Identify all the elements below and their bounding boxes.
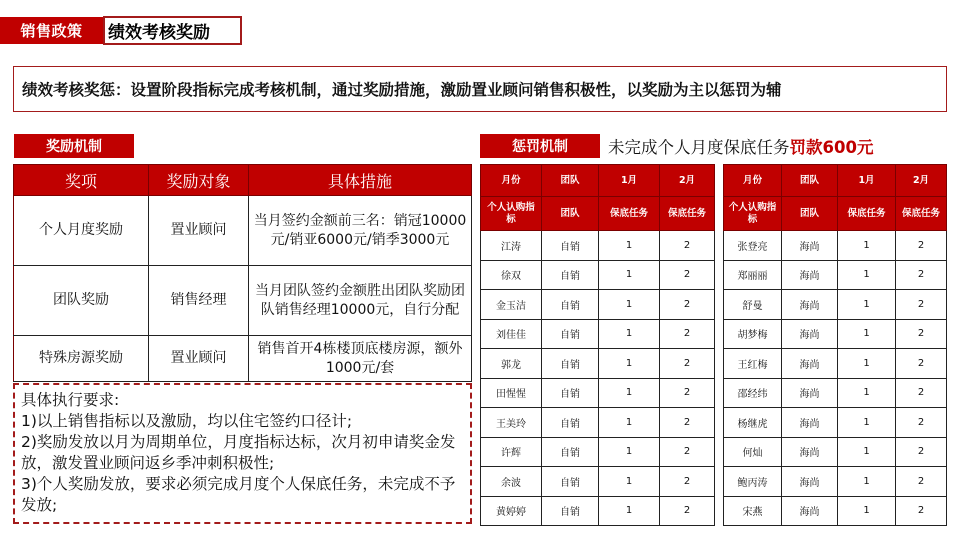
feb-quota: 2 (896, 319, 947, 349)
requirement-item: 2)奖励发放以月为周期单位，月度指标达标，次月初申请奖金发放，激发置业顾问返乡季冲刺积极性; (21, 433, 456, 472)
jan-quota: 1 (599, 408, 660, 438)
person-name: 江涛 (481, 231, 542, 261)
column-header: 保底任务 (599, 197, 660, 231)
table-row (724, 260, 947, 290)
table-row (14, 336, 472, 382)
penalty-section-label: 惩罚机制 (480, 134, 600, 158)
requirement-item: 1)以上销售指标以及激励，均以住宅签约口径计; (21, 412, 353, 430)
team-name: 自销 (542, 319, 599, 349)
penalty-table-self-sales (480, 164, 715, 526)
person-name: 张登亮 (724, 231, 782, 261)
table-row (481, 290, 715, 320)
penalty-header-row-month (481, 165, 715, 197)
table-row (14, 196, 472, 266)
team-name: 自销 (542, 260, 599, 290)
team-name: 自销 (542, 467, 599, 497)
team-name: 海尚 (782, 231, 838, 261)
reward-item: 团队奖励 (14, 266, 149, 336)
person-name: 许辉 (481, 437, 542, 467)
feb-quota: 2 (896, 260, 947, 290)
jan-quota: 1 (838, 319, 896, 349)
page-title: 绩效考核奖励 (103, 16, 242, 45)
feb-quota: 2 (660, 290, 715, 320)
feb-quota: 2 (896, 378, 947, 408)
reward-measure: 销售首开4栋楼顶底楼房源，额外1000元/套 (249, 336, 472, 382)
table-row (724, 467, 947, 497)
jan-quota: 1 (599, 378, 660, 408)
table-row (724, 408, 947, 438)
jan-quota: 1 (599, 437, 660, 467)
table-row (724, 349, 947, 379)
jan-quota: 1 (838, 408, 896, 438)
jan-quota: 1 (838, 437, 896, 467)
requirement-item: 3)个人奖励发放，要求必须完成月度个人保底任务，未完成不予发放; (21, 475, 456, 514)
feb-quota: 2 (660, 467, 715, 497)
feb-quota: 2 (896, 437, 947, 467)
penalty-amount: 罚款600元 (789, 138, 874, 157)
table-row (724, 319, 947, 349)
person-name: 田惺惺 (481, 378, 542, 408)
team-name: 自销 (542, 349, 599, 379)
table-row (724, 378, 947, 408)
team-name: 海尚 (782, 437, 838, 467)
person-name: 刘佳佳 (481, 319, 542, 349)
person-name: 宋燕 (724, 496, 782, 526)
feb-quota: 2 (896, 496, 947, 526)
jan-quota: 1 (838, 467, 896, 497)
team-name: 海尚 (782, 349, 838, 379)
reward-table (13, 164, 472, 382)
feb-quota: 2 (660, 437, 715, 467)
category-tag: 销售政策 (0, 17, 103, 44)
table-row (724, 496, 947, 526)
feb-quota: 2 (896, 467, 947, 497)
penalty-table-haishang (723, 164, 947, 526)
feb-quota: 2 (896, 408, 947, 438)
jan-quota: 1 (599, 349, 660, 379)
jan-quota: 1 (599, 290, 660, 320)
column-header: 团队 (542, 165, 599, 197)
column-header: 1月 (838, 165, 896, 197)
team-name: 自销 (542, 231, 599, 261)
team-name: 自销 (542, 496, 599, 526)
feb-quota: 2 (660, 319, 715, 349)
table-row (481, 437, 715, 467)
penalty-note-text: 未完成个人月度保底任务 (608, 138, 790, 157)
requirements-box (13, 383, 472, 524)
reward-item: 特殊房源奖励 (14, 336, 149, 382)
feb-quota: 2 (896, 290, 947, 320)
table-row (724, 231, 947, 261)
table-row (481, 319, 715, 349)
team-name: 自销 (542, 437, 599, 467)
table-row (481, 378, 715, 408)
column-header: 1月 (599, 165, 660, 197)
penalty-header-row-task (724, 197, 947, 231)
reward-measure: 当月团队签约金额胜出团队奖励团队销售经理10000元，自行分配 (249, 266, 472, 336)
team-name: 自销 (542, 378, 599, 408)
person-name: 郭龙 (481, 349, 542, 379)
team-name: 海尚 (782, 260, 838, 290)
table-row (724, 290, 947, 320)
table-row (724, 437, 947, 467)
penalty-header-row-month (724, 165, 947, 197)
reward-table-header (14, 165, 472, 196)
feb-quota: 2 (896, 231, 947, 261)
table-row (481, 260, 715, 290)
reward-item: 个人月度奖励 (14, 196, 149, 266)
table-row (481, 496, 715, 526)
reward-section-label: 奖励机制 (14, 134, 134, 158)
team-name: 海尚 (782, 467, 838, 497)
jan-quota: 1 (599, 260, 660, 290)
jan-quota: 1 (838, 378, 896, 408)
person-name: 何灿 (724, 437, 782, 467)
column-header: 月份 (724, 165, 782, 197)
table-row (481, 467, 715, 497)
column-header: 团队 (542, 197, 599, 231)
table-row (481, 349, 715, 379)
person-name: 王美玲 (481, 408, 542, 438)
column-header: 保底任务 (896, 197, 947, 231)
column-header: 2月 (896, 165, 947, 197)
column-header: 保底任务 (838, 197, 896, 231)
feb-quota: 2 (660, 496, 715, 526)
column-header: 保底任务 (660, 197, 715, 231)
jan-quota: 1 (838, 349, 896, 379)
team-name: 自销 (542, 408, 599, 438)
column-header: 团队 (782, 197, 838, 231)
team-name: 海尚 (782, 290, 838, 320)
jan-quota: 1 (599, 467, 660, 497)
person-name: 舒曼 (724, 290, 782, 320)
column-header-measure: 具体措施 (249, 165, 472, 196)
jan-quota: 1 (599, 231, 660, 261)
person-name: 徐双 (481, 260, 542, 290)
team-name: 自销 (542, 290, 599, 320)
feb-quota: 2 (660, 408, 715, 438)
jan-quota: 1 (599, 319, 660, 349)
table-row (481, 408, 715, 438)
person-name: 郑丽丽 (724, 260, 782, 290)
feb-quota: 2 (660, 231, 715, 261)
penalty-header-row-task (481, 197, 715, 231)
person-name: 黄婷婷 (481, 496, 542, 526)
column-header: 月份 (481, 165, 542, 197)
jan-quota: 1 (838, 231, 896, 261)
person-name: 余波 (481, 467, 542, 497)
column-header: 团队 (782, 165, 838, 197)
team-name: 海尚 (782, 319, 838, 349)
jan-quota: 1 (838, 290, 896, 320)
team-name: 海尚 (782, 496, 838, 526)
jan-quota: 1 (838, 496, 896, 526)
summary-box (13, 66, 947, 112)
feb-quota: 2 (660, 378, 715, 408)
feb-quota: 2 (896, 349, 947, 379)
jan-quota: 1 (599, 496, 660, 526)
reward-target: 置业顾问 (149, 336, 249, 382)
column-header: 个人认购指标 (481, 197, 542, 231)
reward-measure: 当月签约金额前三名：销冠10000元/销亚6000元/销季3000元 (249, 196, 472, 266)
summary-text: 绩效考核奖惩：设置阶段指标完成考核机制，通过奖励措施，激励置业顾问销售积极性，以奖励为主以惩罚为辅 (22, 81, 782, 99)
column-header-item: 奖项 (14, 165, 149, 196)
team-name: 海尚 (782, 408, 838, 438)
jan-quota: 1 (838, 260, 896, 290)
person-name: 金玉洁 (481, 290, 542, 320)
person-name: 鲍丙涛 (724, 467, 782, 497)
table-row (14, 266, 472, 336)
person-name: 邵经纬 (724, 378, 782, 408)
person-name: 杨继虎 (724, 408, 782, 438)
feb-quota: 2 (660, 349, 715, 379)
reward-target: 置业顾问 (149, 196, 249, 266)
feb-quota: 2 (660, 260, 715, 290)
column-header-target: 奖励对象 (149, 165, 249, 196)
table-row (481, 231, 715, 261)
column-header: 个人认购指标 (724, 197, 782, 231)
team-name: 海尚 (782, 378, 838, 408)
column-header: 2月 (660, 165, 715, 197)
reward-target: 销售经理 (149, 266, 249, 336)
person-name: 王红梅 (724, 349, 782, 379)
penalty-note (608, 134, 873, 158)
requirements-title: 具体执行要求: (21, 391, 120, 409)
person-name: 胡梦梅 (724, 319, 782, 349)
